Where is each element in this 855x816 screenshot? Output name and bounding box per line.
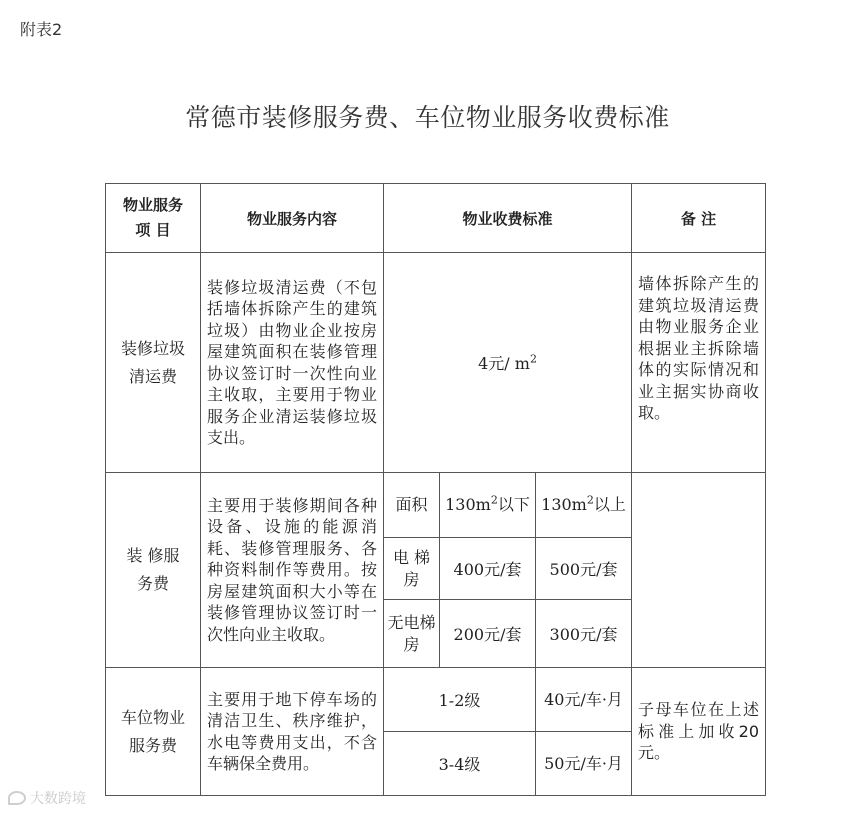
document-title: 常德市装修服务费、车位物业服务收费标准 xyxy=(185,103,670,132)
content-decoration: 主要用于装修期间各种设备、设施的能源消耗、装修管理服务、各种资料制作等费用。按房屋建筑面积大小等在装修管理协议签订时一次性向业主收取。 xyxy=(201,473,384,668)
note-garbage: 墙体拆除产生的建筑垃圾清运费由物业服务企业根据业主拆除墙体的实际情况和业主据实协商收取。 xyxy=(632,253,766,473)
elevator-above-fee: 500元/套 xyxy=(536,538,632,600)
area-above-130: $130m^2$以上 xyxy=(536,473,632,538)
appendix-label: 附表2 xyxy=(20,20,63,39)
no-elevator-below-fee: 200元/套 xyxy=(440,600,536,668)
watermark xyxy=(8,788,86,808)
table-row-garbage xyxy=(106,253,766,473)
item-garbage: 装修垃圾清运费 xyxy=(106,253,201,473)
watermark-logo-icon xyxy=(8,791,26,805)
watermark-text: 大数跨境 xyxy=(30,791,86,807)
parking-level-1: 1-2级 xyxy=(384,668,536,732)
header-item: 物业服务项 目 xyxy=(106,184,201,253)
no-elevator-label: 无电梯房 xyxy=(384,600,440,668)
fee-garbage-value: 4元/ m xyxy=(478,354,530,373)
fee-standard-table xyxy=(105,183,766,796)
parking-level-2: 3-4级 xyxy=(384,732,536,796)
fee-garbage xyxy=(384,253,632,473)
content-parking: 主要用于地下停车场的清洁卫生、秩序维护，水电等费用支出，不含车辆保全费用。 xyxy=(201,668,384,796)
elevator-below-fee: 400元/套 xyxy=(440,538,536,600)
area-label: 面积 xyxy=(384,473,440,538)
table-row-parking-1 xyxy=(106,668,766,732)
header-note: 备 注 xyxy=(632,184,766,253)
parking-level-1-fee: 40元/车·月 xyxy=(536,668,632,732)
header-standard: 物业收费标准 xyxy=(384,184,632,253)
parking-level-2-fee: 50元/车·月 xyxy=(536,732,632,796)
elevator-label: 电 梯房 xyxy=(384,538,440,600)
header-content: 物业服务内容 xyxy=(201,184,384,253)
no-elevator-above-fee: 300元/套 xyxy=(536,600,632,668)
content-garbage: 装修垃圾清运费（不包括墙体拆除产生的建筑垃圾）由物业企业按房屋建筑面积在装修管理协议签订时一次性向业主收取，主要用于物业服务企业清运装修垃圾支出。 xyxy=(201,253,384,473)
fee-garbage-sup: 2 xyxy=(529,352,537,366)
area-below-130: $130m^2$以下 xyxy=(440,473,536,538)
table-row-decoration-area xyxy=(106,473,766,538)
item-decoration: 装 修服务费 xyxy=(106,473,201,668)
note-parking: 子母车位在上述标准上加收20元。 xyxy=(632,668,766,796)
item-parking: 车位物业服务费 xyxy=(106,668,201,796)
note-decoration xyxy=(632,473,766,668)
header-row xyxy=(106,184,766,253)
